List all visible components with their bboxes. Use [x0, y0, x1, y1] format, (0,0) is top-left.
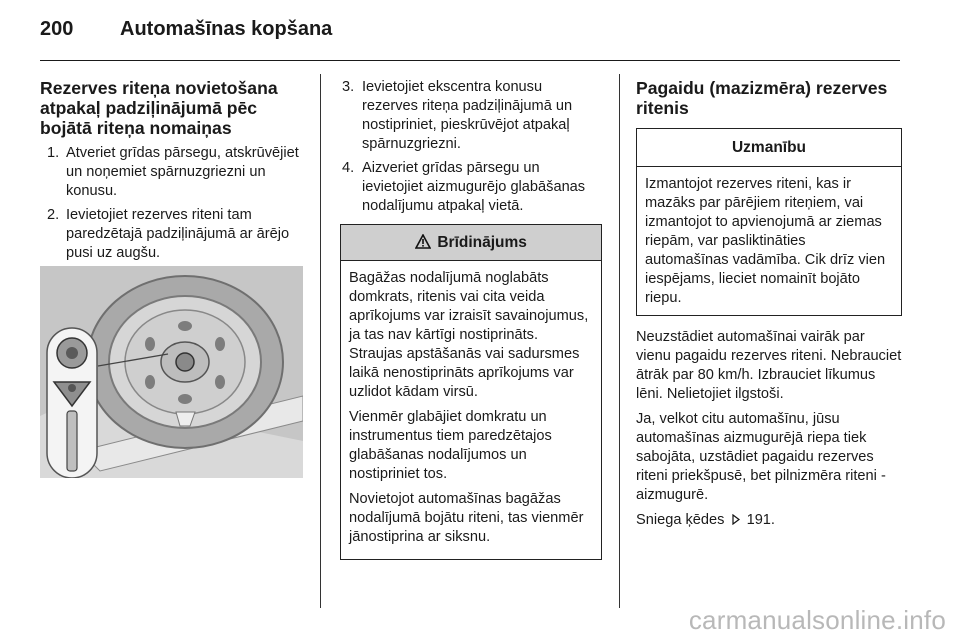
watermark: carmanualsonline.info [688, 605, 946, 635]
column-2 [340, 78, 602, 560]
step-number: 4. [342, 160, 355, 176]
step-text: Ievietojiet rezerves riteni tam paredzētajā padziļinājumā ar ārējo pusi uz augšu. [66, 207, 290, 261]
page-number: 200 [40, 18, 74, 40]
step-list [340, 78, 602, 216]
column-3 [636, 78, 902, 536]
section-heading: Pagaidu (mazizmēra) rezerves ritenis [636, 78, 888, 118]
column-1 [40, 78, 308, 268]
warning-body [341, 261, 601, 559]
body-paragraph: Ja, velkot citu automašīnu, jūsu automašīnas aizmugurējā riepa tiek sabojāta, uzstādiet pagaidu rezerves riteni priekšpusē, bet pilnizmēra riteni - aizmugurē. [636, 411, 886, 503]
step-number: 3. [342, 79, 355, 95]
body-paragraph: Neuzstādiet automašīnai vairāk par vienu pagaidu rezerves riteni. Nebrauciet ātrāk par 80 km/h. Izbrauciet līkumus lēni. Nelietojiet ilgstoši. [636, 329, 902, 402]
reference-page-link[interactable]: 191. [746, 512, 775, 528]
spare-wheel-illustration [40, 266, 303, 478]
warning-header [341, 225, 601, 261]
caution-title: Uzmanību [637, 129, 901, 167]
step-text: Ievietojiet ekscentra konusu rezerves riteņa padziļinājumā un nostipriniet, pieskrūvējot atpakaļ spārnuzgriezni. [362, 79, 573, 152]
list-item [340, 78, 602, 154]
step-text: Aizveriet grīdas pārsegu un ievietojiet aizmugurējo glabāšanas nodalījumu atpakaļ vietā. [362, 160, 586, 214]
header-rule [40, 60, 900, 61]
list-item [40, 144, 308, 201]
step-number: 1. [47, 145, 60, 161]
step-text: Atveriet grīdas pārsegu, atskrūvējiet un noņemiet spārnuzgriezni un konusu. [66, 145, 299, 199]
warning-box [340, 224, 602, 560]
page-title: Automašīnas kopšana [120, 18, 333, 40]
warning-paragraph: Bagāžas nodalījumā noglabāts domkrats, ritenis vai cita veida aprīkojums var izraisīt savainojumus, ja tas nav kārtīgi nostiprināts. Straujas apstāšanās vai sadursmes laikā nenostiprināts aprīkojums var uzlidot kādam virsū. [349, 270, 589, 400]
warning-title: Brīdinājums [437, 234, 527, 251]
step-list [40, 144, 308, 263]
spare-wheel-drawing [40, 266, 303, 478]
caution-box [636, 128, 902, 316]
caution-text: Izmantojot rezerves riteni, kas ir mazāks par pārējiem riteņiem, vai izmantojot to apvienojumā ar ziemas riepām, var pasliktināties automašīnas vadāmība. Cik drīz vien iespējams, lieciet nomainīt bojāto riepu. [645, 176, 886, 306]
column-divider [619, 74, 620, 608]
warning-paragraph: Vienmēr glabājiet domkratu un instrumentus tiem paredzētajos glabāšanas nodalījumos un nostipriniet tos. [349, 409, 552, 482]
section-heading: Rezerves riteņa novietošana atpakaļ padziļinājumā pēc bojātā riteņa nomaiņas [40, 78, 278, 138]
column-divider [320, 74, 321, 608]
list-item [340, 159, 602, 216]
step-number: 2. [47, 207, 60, 223]
page-reference [636, 511, 902, 530]
reference-text: Sniega ķēdes [636, 512, 725, 528]
page-reference-arrow-icon [731, 514, 741, 525]
list-item [40, 206, 308, 263]
warning-paragraph: Novietojot automašīnas bagāžas nodalījumā bojātu riteni, tas vienmēr jānostiprina ar siksnu. [349, 491, 584, 545]
warning-triangle-icon [415, 234, 431, 249]
